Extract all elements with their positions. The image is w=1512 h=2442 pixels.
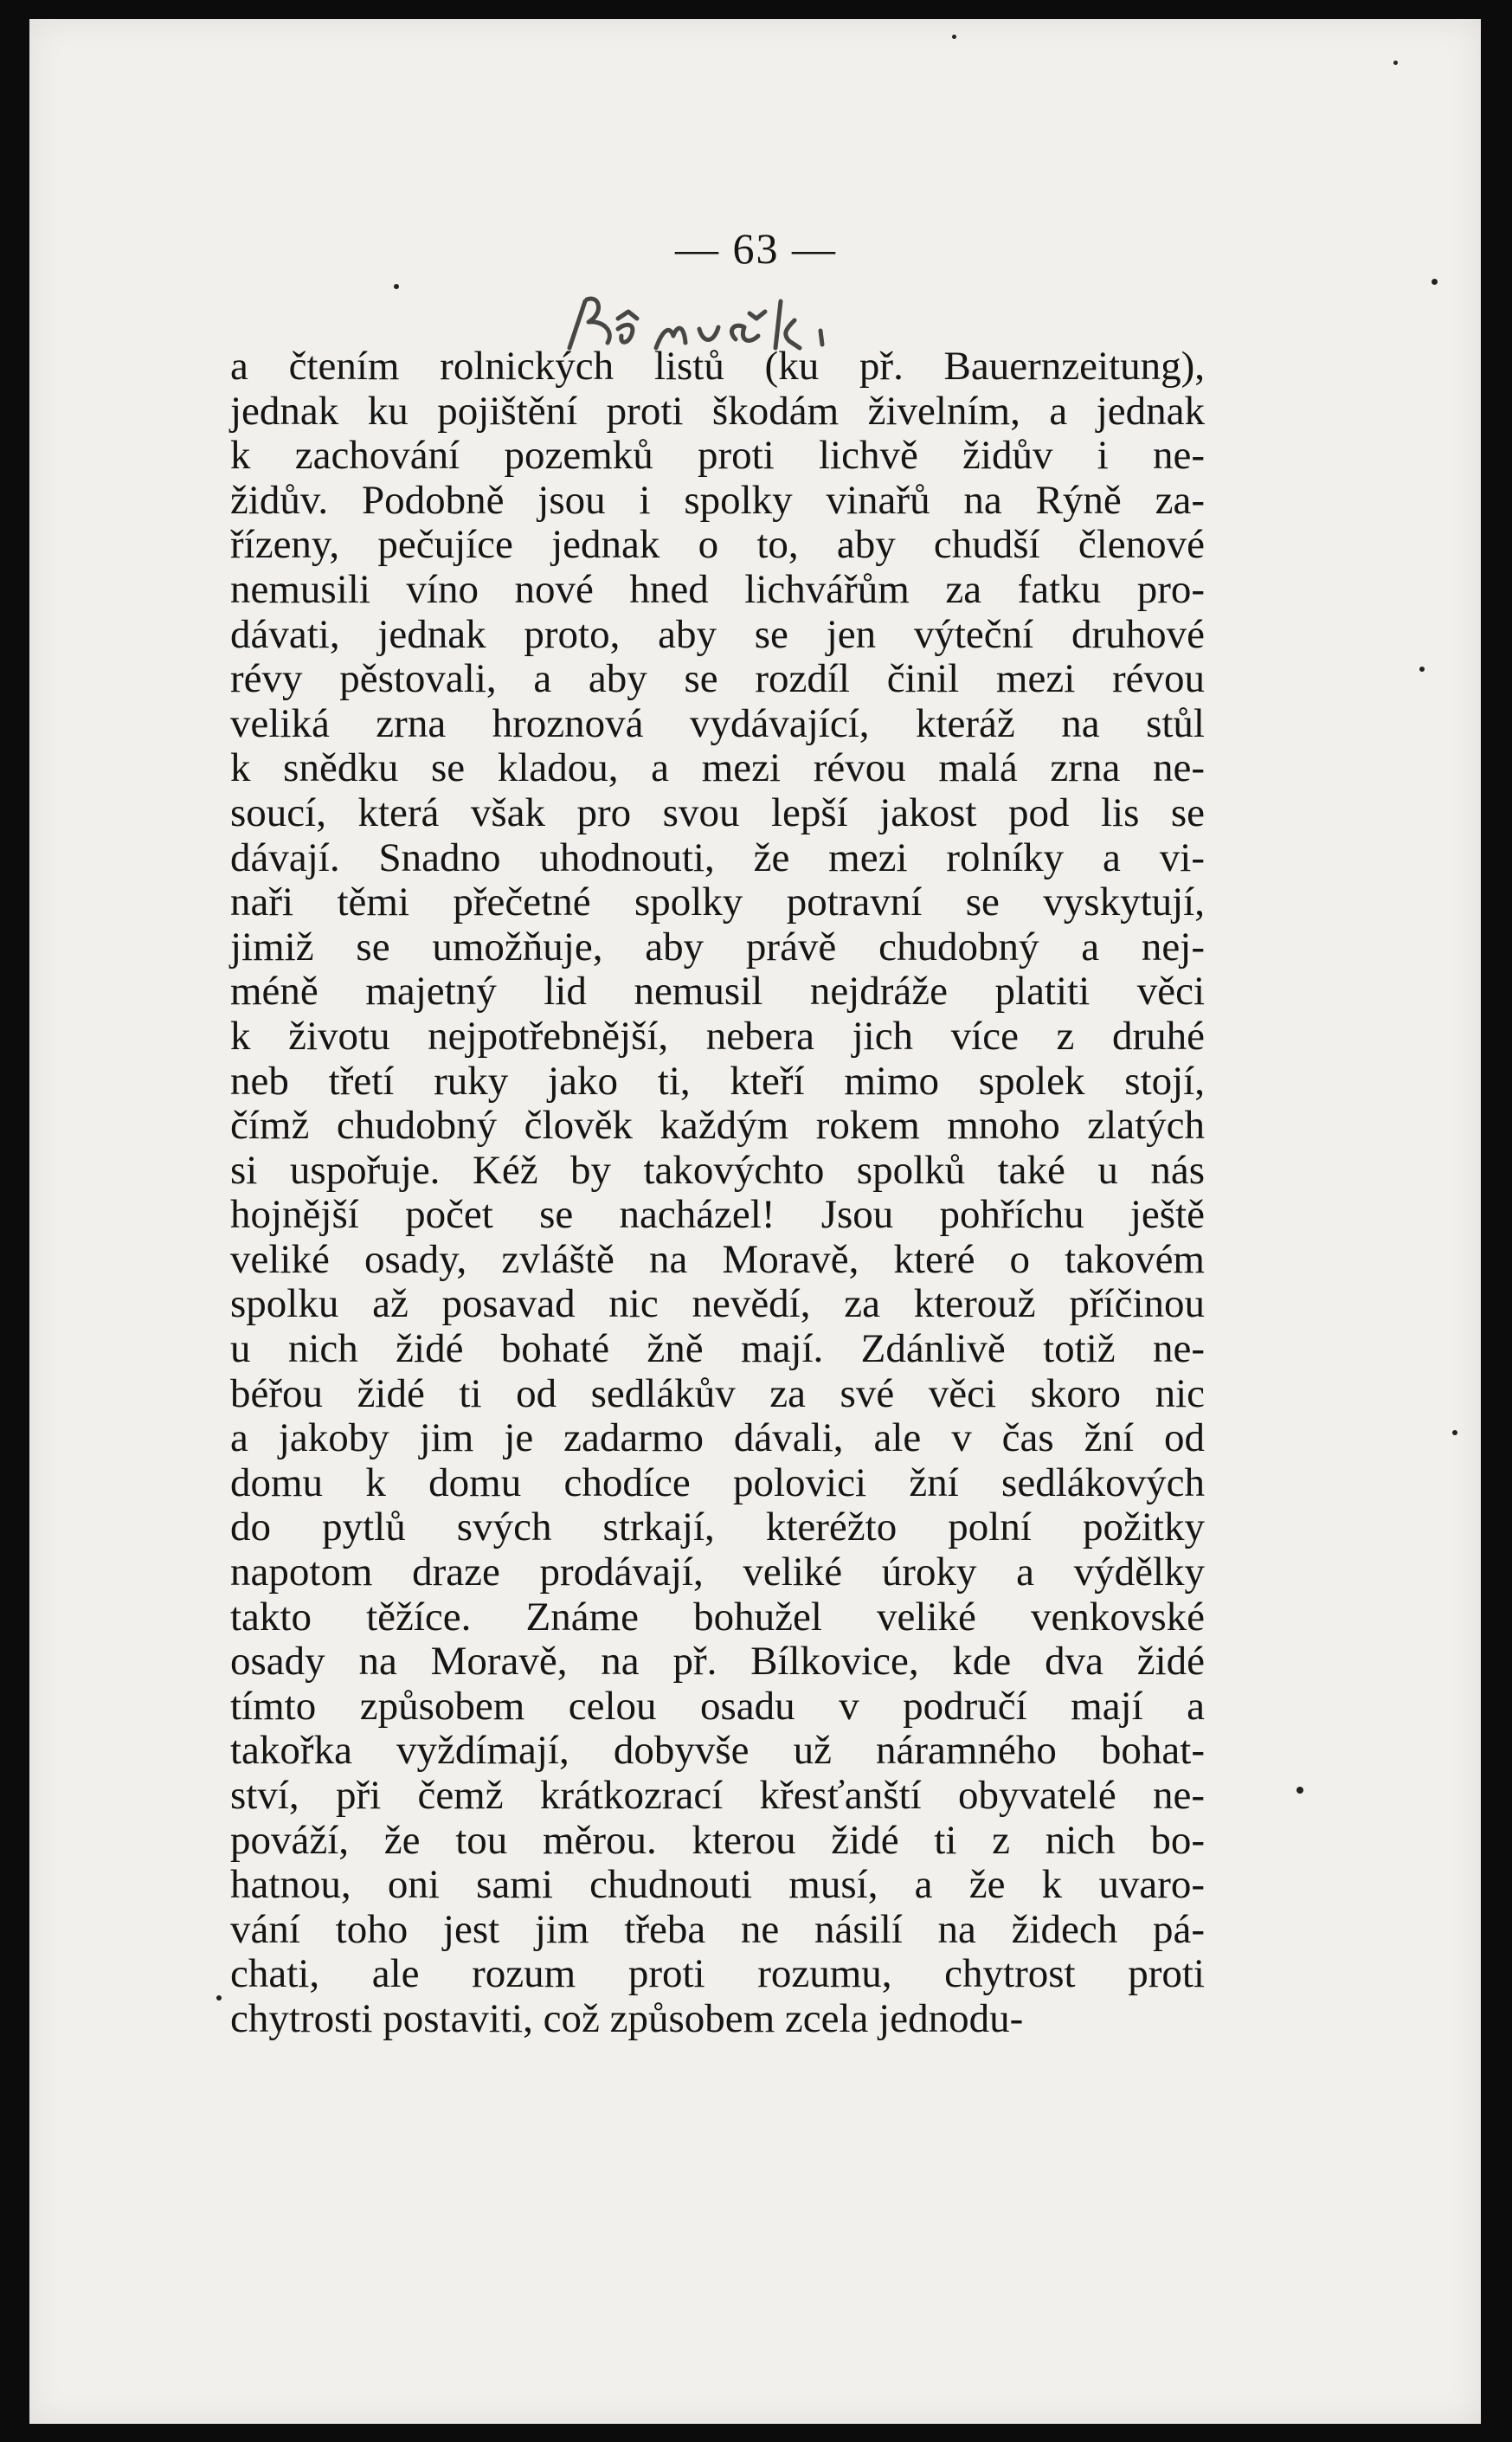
scan-speck xyxy=(1393,61,1398,65)
text-line: méně majetný lid nemusil nejdráže platiti věci xyxy=(230,969,1205,1015)
text-line: dávati, jednak proto, aby se jen výteční druhové xyxy=(230,611,1205,657)
text-line: a jakoby jim je zadarmo dávali, ale v čas žní od xyxy=(230,1415,1205,1461)
text-line: ství, při čemž krátkozrací křesťanští obyvatelé ne- xyxy=(230,1773,1205,1818)
text-line: béřou židé ti od sedlákův za své věci skoro nic xyxy=(230,1370,1205,1416)
scan-speck xyxy=(216,1995,222,2001)
text-line: osady na Moravě, na př. Bílkovice, kde dva židé xyxy=(230,1639,1205,1685)
text-line: u nich židé bohaté žně mají. Zdánlivě totiž ne- xyxy=(230,1326,1205,1372)
text-line: soucí, která však pro svou lepší jakost pod lis se xyxy=(230,789,1205,835)
text-line: a čtením rolnických listů (ku př. Bauernzeitung), xyxy=(230,344,1205,389)
text-line: řízeny, pečujíce jednak o to, aby chudší členové xyxy=(230,522,1205,568)
scan-speck xyxy=(1296,1787,1303,1794)
text-line: naři těmi přečetné spolky potravní se vyskytují, xyxy=(230,880,1205,925)
text-line: takořka vyždímají, dobyvše už náramného bohat- xyxy=(230,1728,1205,1774)
text-line: révy pěstovali, a aby se rozdíl činil mezi révou xyxy=(230,656,1205,702)
text-line: vání toho jest jim třeba ne násilí na židech pá- xyxy=(230,1906,1205,1952)
text-line: veliké osady, zvláště na Moravě, které o takovém xyxy=(230,1236,1205,1282)
text-line: do pytlů svých strkají, kteréžto polní požitky xyxy=(230,1505,1205,1550)
text-line: napotom draze prodávají, veliké úroky a výdělky xyxy=(230,1550,1205,1595)
text-line: veliká zrna hroznová vydávající, kteráž na stůl xyxy=(230,700,1205,746)
text-line: chati, ale rozum proti rozumu, chytrost proti xyxy=(230,1951,1205,1997)
text-line: židův. Podobně jsou i spolky vinařů na Rýně za- xyxy=(230,477,1205,523)
text-line: si uspořuje. Kéž by takovýchto spolků také u nás xyxy=(230,1147,1205,1193)
text-line: chytrosti postaviti, což způsobem zcela jednodu- xyxy=(230,1995,1024,2041)
text-line: k snědku se kladou, a mezi révou malá zrna ne- xyxy=(230,745,1205,791)
text-line: dávají. Snadno uhodnouti, že mezi rolníky a vi- xyxy=(230,834,1205,880)
text-line: k zachování pozemků proti lichvě židův i ne- xyxy=(230,433,1205,479)
text-line: jimiž se umožňuje, aby právě chudobný a nej- xyxy=(230,924,1205,970)
text-line: k životu nejpotřebnější, nebera jich více z druhé xyxy=(230,1013,1205,1059)
text-line: čímž chudobný člověk každým rokem mnoho zlatých xyxy=(230,1103,1205,1149)
text-line: tímto způsobem celou osadu v područí mají a xyxy=(230,1683,1205,1729)
scan-speck xyxy=(1419,667,1425,672)
text-line: domu k domu chodíce polovici žní sedlákových xyxy=(230,1459,1205,1505)
body-text xyxy=(230,345,1205,2042)
text-line: hatnou, oni sami chudnouti musí, a že k uvaro- xyxy=(230,1862,1205,1908)
text-line: pováží, že tou měrou. kterou židé ti z nich bo- xyxy=(230,1817,1205,1863)
page-number: — 63 — xyxy=(675,224,837,273)
scan-speck xyxy=(394,284,399,289)
text-line: takto těžíce. Známe bohužel veliké venkovské xyxy=(230,1594,1205,1640)
text-line: jednak ku pojištění proti škodám živelním, a jednak xyxy=(230,388,1205,434)
text-line: spolku až posavad nic nevědí, za kterouž příčinou xyxy=(230,1281,1205,1327)
text-line: nemusili víno nové hned lichvářům za fatku pro- xyxy=(230,566,1205,612)
text-line: neb třetí ruky jako ti, kteří mimo spolek stojí, xyxy=(230,1058,1205,1104)
scan-speck xyxy=(1432,279,1438,285)
scan-speck xyxy=(952,35,956,39)
text-line: hojnější počet se nacházel! Jsou pohříchu ještě xyxy=(230,1192,1205,1238)
scan-speck xyxy=(1452,1430,1457,1435)
